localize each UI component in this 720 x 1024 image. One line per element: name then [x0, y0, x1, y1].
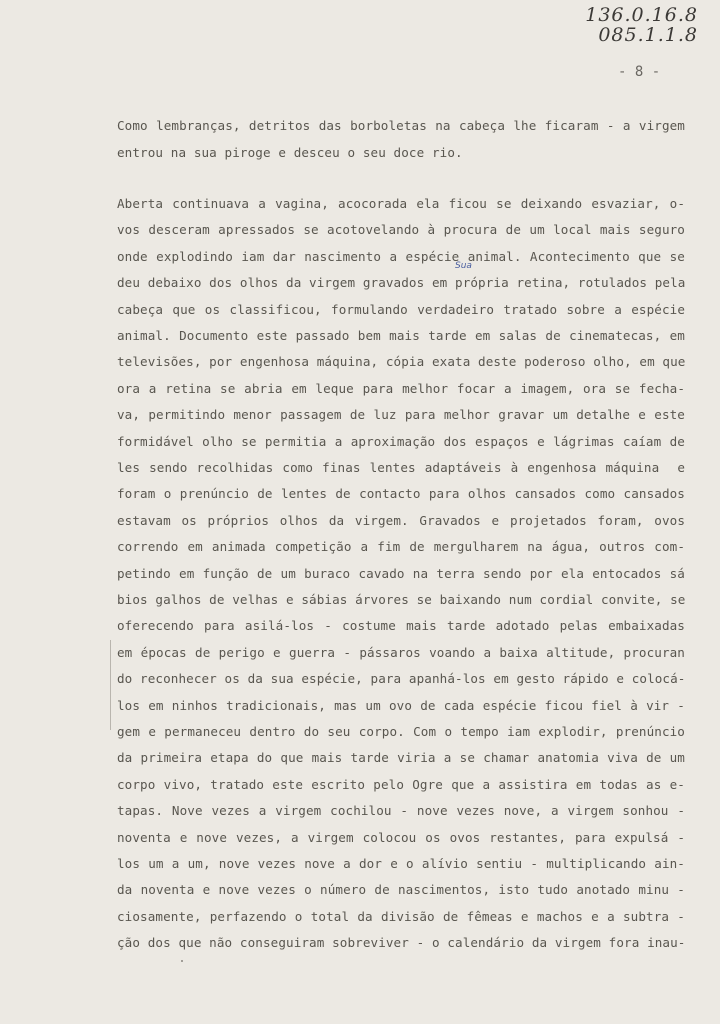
ink-dot — [181, 960, 183, 962]
text-line: da primeira etapa do que mais tarde viria a se chamar anatomia viva de um — [117, 750, 685, 766]
text-line: vos desceram apressados se acotovelando à procura de um local mais seguro — [117, 222, 685, 238]
text-line: televisões, por engenhosa máquina, cópia exata deste poderoso olho, em que — [117, 354, 686, 370]
text-line: oferecendo para asilá-los - costume mais tarde adotado pelas embaixadas — [117, 618, 685, 634]
text-line: ora a retina se abria em leque para melhor focar a imagem, ora se fecha- — [117, 380, 685, 396]
text-line: Aberta continuava a vagina, acocorada ela ficou se deixando esvaziar, o- — [117, 196, 685, 211]
text-line: gem e permaneceu dentro do seu corpo. Com o tempo iam explodir, prenúncio — [117, 724, 685, 739]
page-number: - 8 - — [618, 64, 661, 80]
text-line: onde explodindo iam dar nascimento a espécie animal. Acontecimento que se — [117, 248, 685, 264]
text-line: los em ninhos tradicionais, mas um ovo de cada espécie ficou fiel à vir - — [117, 697, 685, 713]
handwritten-insert: Sua — [455, 261, 472, 271]
text-line: em épocas de perigo e guerra - pássaros voando a baixa altitude, procuran — [117, 644, 685, 660]
text-line: deu debaixo dos olhos da virgem gravados em própria retina, rotulados pela — [117, 275, 686, 291]
text-line: do reconhecer os da sua espécie, para apanhá-los em gesto rápido e colocá- — [117, 671, 686, 687]
text-line: les sendo recolhidas como finas lentes adaptáveis à engenhosa máquina e — [117, 460, 685, 475]
text-line: ciosamente, perfazendo o total da divisão de fêmeas e machos e a subtra - — [117, 908, 685, 924]
text-line: tapas. Nove vezes a virgem cochilou - nove vezes nove, a virgem sonhou - — [117, 803, 685, 819]
text-line: entrou na sua piroge e desceu o seu doce rio. — [117, 144, 463, 160]
text-line: correndo em animada competição a fim de mergulharem na água, outros com- — [117, 539, 685, 555]
text-line: estavam os próprios olhos da virgem. Gravados e projetados foram, ovos — [117, 512, 685, 528]
archive-reference-2: 085.1.1.8 — [598, 24, 698, 46]
text-line: animal. Documento este passado bem mais tarde em salas de cinematecas, em — [117, 328, 685, 343]
archive-reference-1: 136.0.16.8 — [585, 4, 698, 26]
text-line: noventa e nove vezes, a virgem colocou os ovos restantes, para expulsá - — [117, 829, 685, 845]
text-line: ção dos que não conseguiram sobreviver - o calendário da virgem fora inau- — [117, 935, 686, 951]
text-line: corpo vivo, tratado este escrito pelo Ogre que a assistira em todas as e- — [117, 776, 685, 792]
text-line: petindo em função de um buraco cavado na terra sendo por ela entocados sá — [117, 565, 685, 581]
text-line: da noventa e nove vezes o número de nascimentos, isto tudo anotado minu - — [117, 882, 685, 898]
text-line: formidável olho se permitia a aproximação dos espaços e lágrimas caíam de — [117, 433, 685, 449]
text-line: cabeça que os classificou, formulando verdadeiro tratado sobre a espécie — [117, 301, 685, 317]
text-line: foram o prenúncio de lentes de contacto para olhos cansados como cansados — [117, 486, 685, 502]
text-line: va, permitindo menor passagem de luz para melhor gravar um detalhe e este — [117, 407, 685, 423]
text-line: Como lembranças, detritos das borboletas na cabeça lhe ficaram - a virgem — [117, 118, 685, 133]
text-line: bios galhos de velhas e sábias árvores se baixando num cordial convite, se — [117, 592, 686, 607]
text-line: los um a um, nove vezes nove a dor e o alívio sentiu - multiplicando ain- — [117, 856, 685, 871]
margin-mark — [110, 640, 113, 730]
